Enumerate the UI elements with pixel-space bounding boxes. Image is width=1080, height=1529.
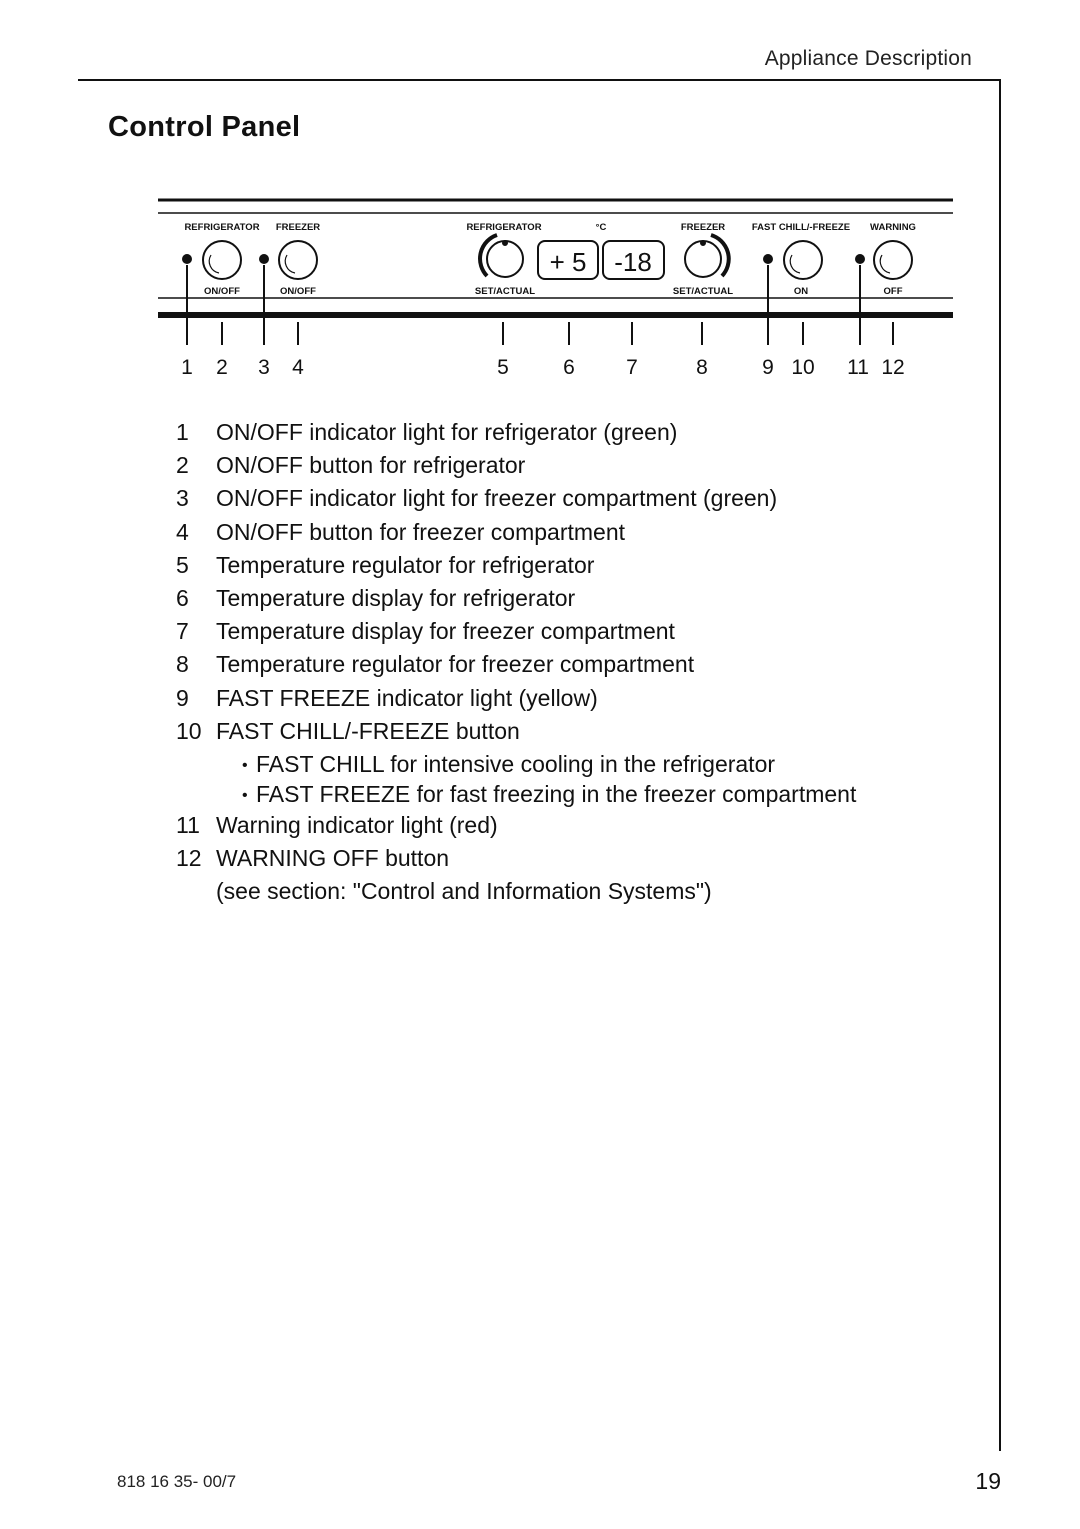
callout-12: 12 [881, 356, 905, 379]
legend-item [176, 649, 956, 682]
legend-number: 7 [176, 618, 189, 645]
fridge-indicator-light [182, 254, 192, 264]
callout-10: 10 [791, 356, 815, 379]
legend-text: Temperature regulator for freezer compartment [216, 651, 695, 678]
label-set-actual-2: SET/ACTUAL [672, 286, 734, 297]
legend-text: ON/OFF indicator light for freezer compartment (green) [216, 485, 778, 512]
fridge-temperature-regulator [487, 241, 523, 277]
legend-text: Temperature display for refrigerator [216, 584, 576, 611]
legend-item [176, 417, 956, 450]
legend-text: WARNING OFF button [216, 845, 450, 872]
legend-text: ON/OFF button for freezer compartment [216, 518, 626, 545]
legend-item [176, 483, 956, 516]
fast-freeze-indicator-light [763, 254, 773, 264]
cross-reference-note [176, 876, 956, 909]
callout-4: 4 [292, 356, 304, 379]
note-text: (see section: "Control and Information Systems") [216, 878, 712, 905]
legend-number: 11 [176, 811, 200, 838]
bullet-icon: • [242, 787, 248, 805]
control-panel-diagram [0, 0, 1080, 400]
legend-text: FAST FREEZE indicator light (yellow) [216, 684, 598, 711]
legend-item [176, 450, 956, 483]
document-code: 818 16 35- 00/7 [117, 1472, 237, 1491]
label-warning: WARNING [870, 222, 916, 233]
legend-text: Warning indicator light (red) [216, 811, 498, 838]
callout-6: 6 [563, 356, 575, 379]
legend-number: 1 [176, 419, 189, 445]
legend-text: FAST CHILL/-FREEZE button [216, 717, 520, 744]
freezer-temperature-regulator [685, 241, 721, 277]
callout-11: 11 [847, 356, 869, 379]
label-off: OFF [883, 286, 903, 297]
running-header: Appliance Description [764, 47, 972, 70]
legend-number: 4 [176, 518, 189, 545]
label-set-actual-1: SET/ACTUAL [474, 286, 536, 297]
legend-number: 5 [176, 551, 189, 578]
legend-bullet [176, 749, 956, 780]
fridge-display-value: + 5 [549, 247, 587, 277]
label-freezer-left: FREEZER [275, 222, 321, 233]
legend-item [176, 683, 956, 716]
label-fast-chill-freeze: FAST CHILL/-FREEZE [751, 222, 851, 233]
callout-7: 7 [626, 356, 638, 379]
legend-number: 10 [176, 717, 202, 744]
legend-item [176, 517, 956, 550]
bullet-text: FAST CHILL for intensive cooling in the refrigerator [256, 750, 776, 777]
label-on-off-2: ON/OFF [280, 286, 316, 297]
label-freezer-right: FREEZER [680, 222, 726, 233]
legend-number: 6 [176, 584, 189, 611]
legend-text: Temperature regulator for refrigerator [216, 551, 595, 578]
legend-number: 2 [176, 452, 189, 479]
freezer-indicator-light [259, 254, 269, 264]
legend-item [176, 583, 956, 616]
callout-2: 2 [216, 356, 228, 379]
callout-5: 5 [497, 356, 509, 379]
callout-8: 8 [696, 356, 708, 379]
page-number: 19 [975, 1468, 1001, 1494]
label-refrigerator-left: REFRIGERATOR [184, 222, 260, 233]
legend-text: ON/OFF indicator light for refrigerator (green) [216, 419, 678, 445]
label-refrigerator-center: REFRIGERATOR [466, 222, 542, 233]
freezer-display-value: -18 [614, 247, 652, 277]
bullet-icon: • [242, 756, 248, 774]
warning-indicator-light [855, 254, 865, 264]
page-title: Control Panel [108, 111, 301, 143]
legend-item [176, 616, 956, 649]
callout-9: 9 [762, 356, 774, 379]
legend-text: ON/OFF button for refrigerator [216, 452, 526, 479]
callout-1: 1 [181, 356, 193, 379]
legend-item [176, 716, 956, 749]
legend-number: 3 [176, 485, 189, 512]
legend-item [176, 550, 956, 583]
legend-text: Temperature display for freezer compartment [216, 618, 675, 645]
legend-number: 9 [176, 684, 189, 711]
label-on: ON [793, 286, 809, 297]
label-on-off-1: ON/OFF [204, 286, 240, 297]
label-degrees-c: °C [595, 222, 607, 233]
legend-item [176, 843, 956, 876]
bullet-text: FAST FREEZE for fast freezing in the freezer compartment [256, 781, 857, 808]
legend-item [176, 810, 956, 843]
legend-list [176, 417, 956, 909]
legend-number: 12 [176, 845, 202, 872]
callout-3: 3 [258, 356, 270, 379]
legend-bullet [176, 779, 956, 810]
legend-number: 8 [176, 651, 189, 678]
